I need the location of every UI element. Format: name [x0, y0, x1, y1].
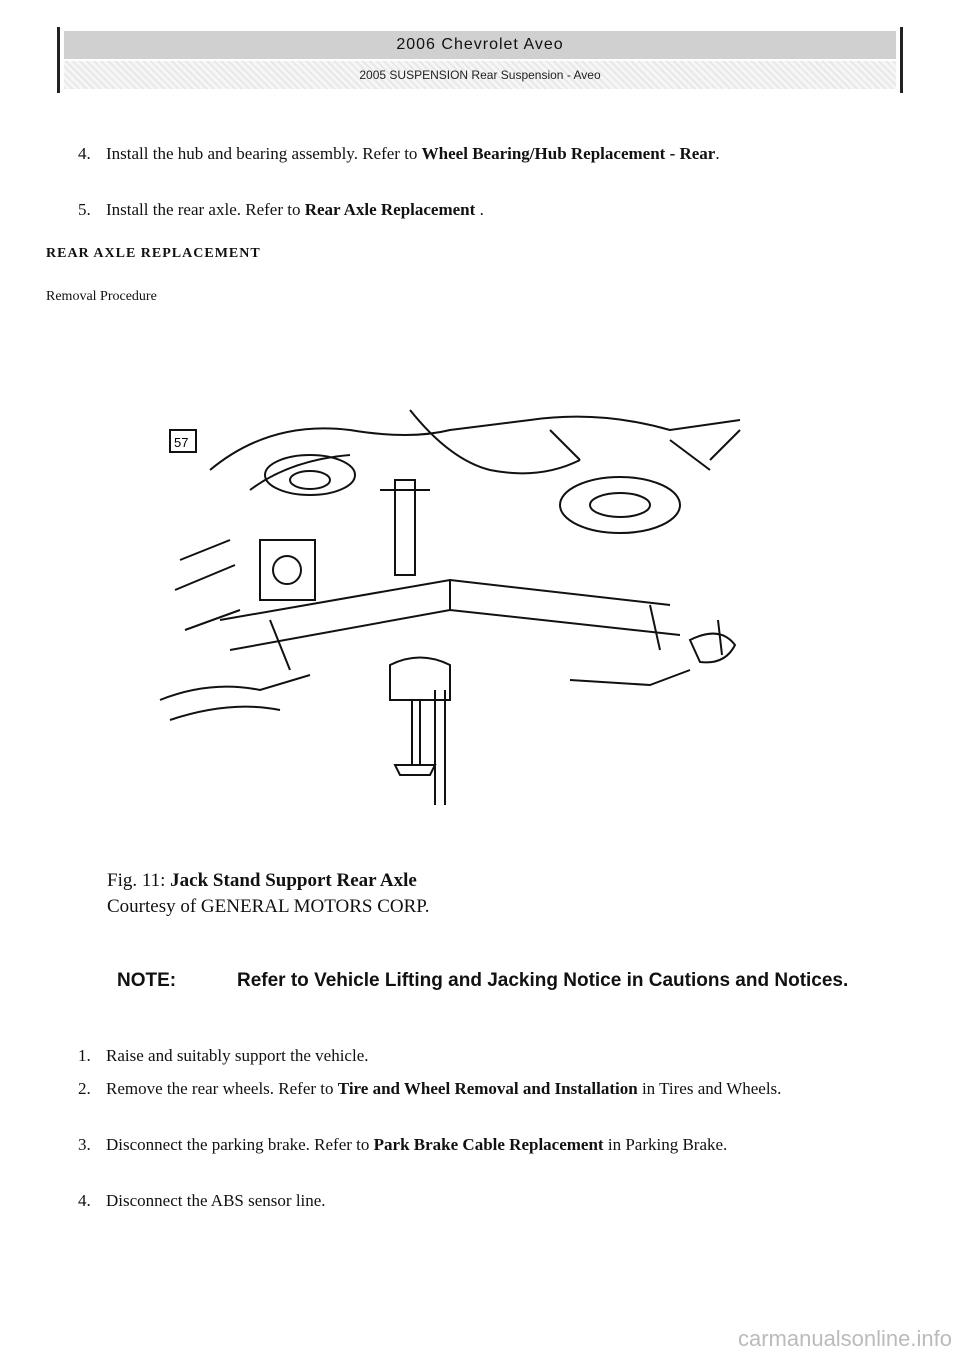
header-subtitle: 2005 SUSPENSION Rear Suspension - Aveo — [64, 61, 896, 89]
watermark: carmanualsonline.info — [737, 1326, 952, 1351]
procedure-link[interactable]: Park Brake Cable Replacement — [373, 1135, 604, 1154]
note-label: NOTE: — [117, 970, 177, 991]
note-text: Refer to Vehicle Lifting and Jacking Notice in Cautions and Notices. — [237, 970, 849, 991]
step-number: 4. — [78, 1191, 91, 1210]
step-text: Remove the rear wheels. Refer to Tire and Wheel Removal and Installation in Tires and Wheels. — [106, 1079, 782, 1098]
step-number: 1. — [78, 1046, 91, 1065]
caption-title: Jack Stand Support Rear Axle — [170, 870, 417, 891]
step-text: Disconnect the ABS sensor line. — [106, 1191, 326, 1210]
step-number: 4. — [78, 144, 91, 163]
jack-stand-illustration — [150, 400, 750, 815]
step-text: Install the rear axle. Refer to Rear Axle Replacement . — [106, 200, 484, 219]
procedure-link[interactable]: Tire and Wheel Removal and Installation — [337, 1079, 638, 1098]
step-number: 5. — [78, 200, 91, 219]
procedure-link[interactable]: Rear Axle Replacement — [304, 200, 476, 219]
figure-courtesy: Courtesy of GENERAL MOTORS CORP. — [107, 896, 430, 917]
step-number: 2. — [78, 1079, 91, 1098]
step-text: Raise and suitably support the vehicle. — [106, 1046, 369, 1065]
procedure-title: Removal Procedure — [46, 289, 157, 304]
step-text: Install the hub and bearing assembly. Refer to Wheel Bearing/Hub Replacement - Rear. — [106, 144, 720, 163]
callout-label: 57 — [174, 435, 189, 450]
page-header — [57, 27, 903, 93]
figure-caption: Fig. 11: Jack Stand Support Rear Axle Courtesy of GENERAL MOTORS CORP. — [107, 868, 430, 920]
procedure-link[interactable]: Wheel Bearing/Hub Replacement - Rear — [421, 144, 716, 163]
step-text: Disconnect the parking brake. Refer to Park Brake Cable Replacement in Parking Brake. — [106, 1135, 728, 1154]
section-title: REAR AXLE REPLACEMENT — [46, 246, 261, 261]
header-title: 2006 Chevrolet Aveo — [64, 31, 896, 59]
step-number: 3. — [78, 1135, 91, 1154]
